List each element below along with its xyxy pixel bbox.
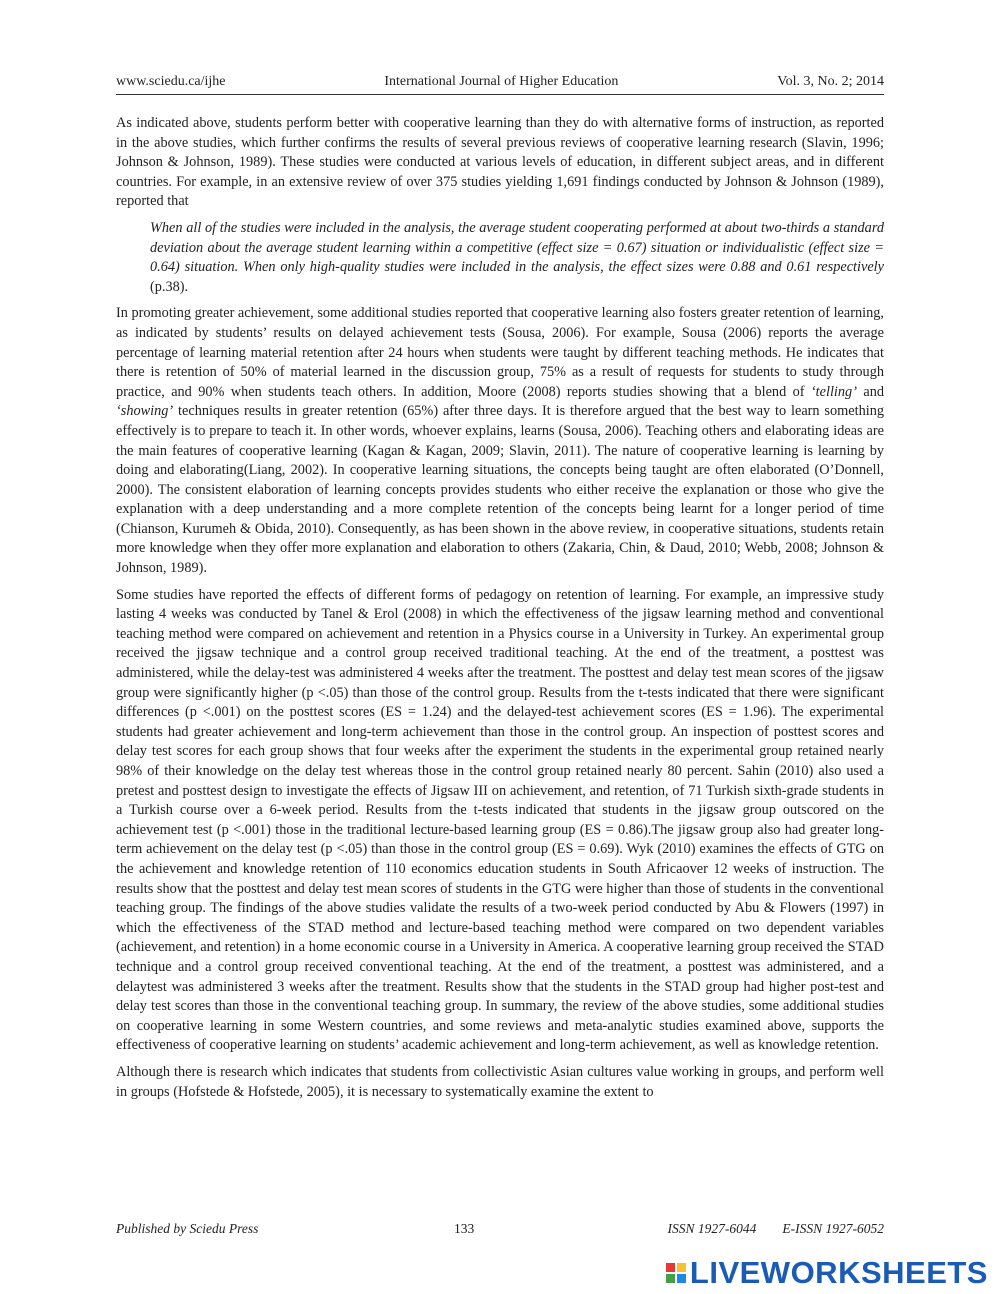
showing-term: ‘showing’ [116, 403, 174, 420]
liveworksheets-logo-icon [666, 1263, 686, 1283]
publisher: Published by Sciedu Press [116, 1221, 259, 1236]
journal-url: www.sciedu.ca/ijhe [116, 74, 226, 89]
telling-term: ‘telling’ [810, 383, 857, 400]
issn-group [668, 1221, 885, 1237]
page-header [116, 74, 884, 95]
liveworksheets-watermark [666, 1255, 988, 1291]
paragraph-2: In promoting greater achievement, some additional studies reported that cooperative learning also fosters greater retention of learning, as indicated by students’ results on delayed achievement tests (Sousa, 2006). For example, Sousa (2006) reports the average percentage of learning material retention after 24 hours when students were taught by different teaching methods. He indicates that there is retention of 50% of material learned in the discussion group, 75% as a result of requests for students to study through practice, and 90% when students teach others. In addition, Moore (2008) reports studies showing that a blend of ‘telling’ and ‘showing’ techniques results in greater retention (65%) after three days. It is therefore argued that the best way to learn something effectively is to prepare to teach it. In other words, whoever explains, learns (Sousa, 2006). Teaching others and elaborating ideas are the main features of cooperative learning (Kagan & Kagan, 2009; Slavin, 2011). The nature of cooperative learning is learning by doing and elaborating(Liang, 2002). In cooperative learning situations, the concepts being taught are often elaborated (O’Donnell, 2000). The consistent elaboration of learning concepts provides students who either receive the explanation or those who give the explanation with a deep understanding and a more complete retention of the concepts being learnt for a longer period of time (Chianson, Kurumeh & Obida, 2010). Consequently, as has been shown in the above review, in cooperative situations, students retain more knowledge when they offer more explanation and elaboration to others (Zakaria, Chin, & Daud, 2010; Webb, 2008; Johnson & Johnson, 1989). [116, 305, 884, 577]
watermark-text: LIVEWORKSHEETS [689, 1255, 988, 1290]
paragraph-4: Although there is research which indicates that students from collectivistic Asian cultures value working in groups, and perform well in groups (Hofstede & Hofstede, 2005), it is necessary to systematically examine the extent to [116, 1063, 884, 1100]
volume-info: Vol. 3, No. 2; 2014 [777, 74, 884, 89]
eissn: E-ISSN 1927-6052 [782, 1221, 884, 1236]
paragraph-1: As indicated above, students perform better with cooperative learning than they do with alternative forms of instruction, as reported in the above studies, which further confirms the results of several previous reviews of cooperative learning research (Slavin, 1996; Johnson & Johnson, 1989). These studies were conducted at various levels of education, in different subject areas, and in different countries. For example, in an extensive review of over 375 studies yielding 1,691 findings conducted by Johnson & Johnson (1989), reported that [116, 115, 884, 210]
article-body [116, 114, 884, 1109]
quote-page-ref: (p.38). [150, 278, 189, 295]
quote-text: When all of the studies were included in the analysis, the average student cooperating performed at about two-thirds a standard deviation about the average student learning within a competitive (effect size = 0.67) situation or individualistic (effect size = 0.64) situation. When only high-quality studies were included in the analysis, the effect sizes were 0.88 and 0.61 respectively [150, 219, 884, 276]
issn: ISSN 1927-6044 [667, 1221, 757, 1236]
page-footer [116, 1221, 884, 1237]
journal-title: International Journal of Higher Education [384, 74, 619, 89]
block-quote [150, 219, 884, 297]
page-number: 133 [454, 1221, 475, 1236]
paragraph-3: Some studies have reported the effects of different forms of pedagogy on retention of learning. For example, an impressive study lasting 4 weeks was conducted by Tanel & Erol (2008) in which the effectiveness of the jigsaw learning method and conventional teaching method were compared on achievement and retention in a Physics course in a University in Turkey. An experimental group received the jigsaw technique and a control group received traditional teaching. At the end of the treatment, a posttest was administered, while the delay-test was administered 4 weeks after the treatment. The posttest and delay test mean scores of the jigsaw group were significantly higher (p <.05) than those of the control group. Results from the t-tests indicated that there were significant differences (p <.001) on the posttest scores (ES = 1.24) and the delayed-test achievement scores (ES = 1.96). The experimental students had greater achievement and long-term achievement than those in the control group. An inspection of posttest scores and delay test scores for each group shows that four weeks after the experiment the students in the experimental group retained nearly 98% of their knowledge on the delay test whereas those in the control group retained nearly 80 percent. Sahin (2010) also used a pretest and posttest design to investigate the effects of Jigsaw III on achievement, and retention, of 71 Turkish sixth-grade students in a Turkish course over a 6-week period. Results from the t-tests indicated that students in the jigsaw group outscored on the achievement test (p <.001) those in the traditional lecture-based learning group (ES = 0.86).The jigsaw group also had greater long-term achievement on the delay test (p <.05) than those in the control group (ES = 0.69). Wyk (2010) examines the effects of GTG on the achievement and knowledge retention of 110 economics education students in South Africaover 12 weeks of instruction. The results show that the posttest and delay test mean scores of students in the GTG were higher than those of students in the conventional teaching group. The findings of the above studies validate the results of a two-week period conducted by Abu & Flowers (1997) in which the effectiveness of the STAD method and lecture-based teaching method were compared on two dependent variables (achievement, and retention) in a home economic course in a University in America. A cooperative learning group received the STAD technique and a control group received conventional teaching. At the end of the treatment, a posttest was administered, and a delaytest was administered 3 weeks after the treatment. Results show that the students in the STAD group had higher post-test and delay test scores than those in the conventional teaching group. In summary, the review of the above studies, some additional studies on cooperative learning in some Western countries, and some reviews and meta-analytic studies examined above, supports the effectiveness of cooperative learning on students’ academic achievement and long-term achievement, as well as knowledge retention. [116, 586, 884, 1054]
